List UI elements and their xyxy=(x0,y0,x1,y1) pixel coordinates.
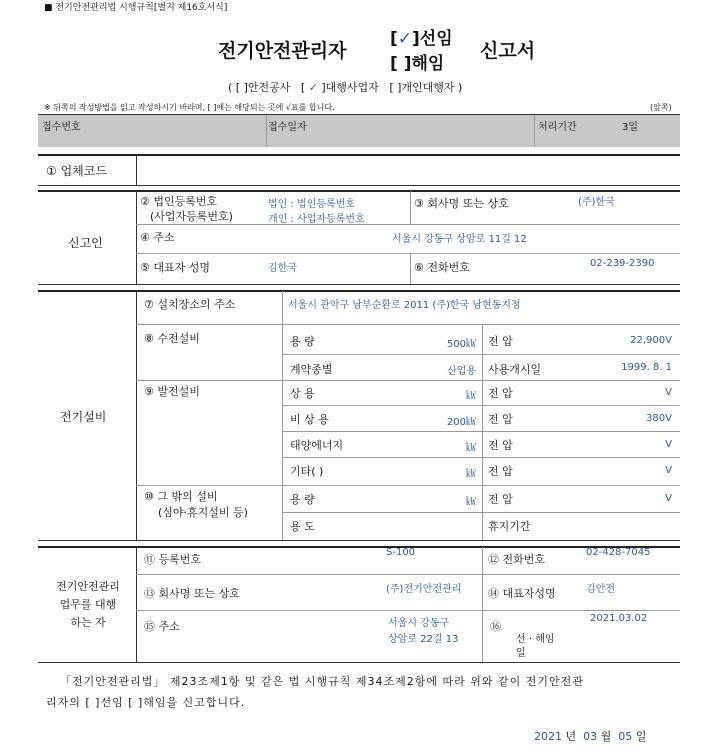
option-individual[interactable]: [ ]개인대행자 ) xyxy=(389,81,463,94)
appoint-date-value[interactable]: 2021.03.02 xyxy=(590,613,648,624)
receipt-band xyxy=(38,115,680,147)
title-opt2: [ ]해임 xyxy=(390,54,445,74)
month-label: 월 xyxy=(600,730,612,743)
start-value[interactable]: 1999. 8. 1 xyxy=(621,362,672,373)
company-code-label: ① 업체코드 xyxy=(46,164,107,178)
gen-row-label: 비 상 용 xyxy=(290,413,329,426)
check-icon: ✓ xyxy=(397,29,413,49)
company-code-field[interactable] xyxy=(138,157,678,183)
agent-rep-value[interactable]: 김안전 xyxy=(586,584,615,595)
gen-row-voltage-label: 전 압 xyxy=(488,465,513,478)
reporter-section-label: 신고인 xyxy=(68,236,103,250)
subtitle xyxy=(228,79,462,95)
gen-row-voltage-label: 전 압 xyxy=(488,439,513,452)
receipt-date: 접수일자 xyxy=(268,122,307,133)
gen-row-label: 상 용 xyxy=(290,387,315,400)
agent-section-line1: 전기안전관리 xyxy=(56,580,120,593)
generation-label: ⑨ 발전설비 xyxy=(144,385,200,398)
gen-row-capacity[interactable]: ㎾ xyxy=(466,391,476,402)
facility-section-label: 전기설비 xyxy=(60,410,107,424)
agent-section-line3: 하는 자 xyxy=(70,616,106,629)
gen-row-capacity[interactable]: ㎾ xyxy=(466,443,476,454)
recv-voltage-label: 전 압 xyxy=(488,335,513,348)
reporter-company-label: ③ 회사명 또는 상호 xyxy=(414,197,509,210)
agent-phone-label: ⑫ 전화번호 xyxy=(488,553,546,566)
biz-reg-label: (사업자등록번호) xyxy=(150,210,233,223)
year-label: 년 xyxy=(565,730,577,743)
dismiss-option[interactable] xyxy=(390,49,444,74)
processing-period: 처리기간 xyxy=(538,122,577,133)
gen-row-label: 기타( ) xyxy=(290,465,324,478)
reporter-address-value[interactable]: 서울시 강동구 상암로 11길 12 xyxy=(392,234,527,245)
title-left: 전기안전관리자 xyxy=(218,40,347,62)
agent-address-line2[interactable]: 상암로 22길 13 xyxy=(388,634,459,645)
receipt-no: 접수번호 xyxy=(42,122,81,133)
appoint-date-label1: 선 · 해임 xyxy=(516,634,555,645)
gen-row-voltage[interactable]: V xyxy=(665,465,672,476)
other-capacity-value[interactable]: ㎾ xyxy=(466,497,476,508)
form-header: ■ 전기안전관리법 시행규칙[별지 제16호서식] xyxy=(44,3,228,13)
agent-section-line2: 업무를 대행 xyxy=(59,598,117,611)
agent-address-label: ⑮ 주소 xyxy=(144,620,180,633)
reporter-phone-label: ⑥ 전화번호 xyxy=(414,261,470,274)
location-value[interactable]: 서울시 관악구 남부순환로 2011 (주)한국 남현동지점 xyxy=(288,300,521,311)
agent-company-label: ⑬ 회사명 또는 상호 xyxy=(144,587,240,600)
contract-label: 계약종별 xyxy=(290,363,333,376)
gen-row-capacity[interactable]: ㎾ xyxy=(466,469,476,480)
sign-year[interactable]: 2021 xyxy=(534,730,562,743)
declaration-line1: 「전기안전관리법」 제23조제1항 및 같은 법 시행규칙 제34조제2항에 따라 위와 같이 전기안전관 xyxy=(60,675,584,688)
appoint-date-num: ⑯ xyxy=(490,620,501,633)
reporter-phone-value[interactable]: 02-239-2390 xyxy=(590,258,655,269)
appoint-option[interactable] xyxy=(390,24,453,49)
sign-day[interactable]: 05 xyxy=(618,730,633,743)
reporter-company-value[interactable]: (주)한국 xyxy=(578,197,615,208)
other-facility-label: ⑩ 그 밖의 설비 xyxy=(144,490,218,503)
reporter-rep-value[interactable]: 김한국 xyxy=(268,263,297,274)
gen-row-voltage-label: 전 압 xyxy=(488,387,513,400)
option-safety-corp[interactable]: ( [ ]안전공사 xyxy=(228,81,291,94)
biz-reg-value[interactable]: 개인 : 사업자등록번호 xyxy=(268,214,365,225)
agent-reg-label: ⑪ 등록번호 xyxy=(144,553,202,566)
gen-row-voltage[interactable]: V xyxy=(665,387,672,398)
contract-value[interactable]: 산업용 xyxy=(447,366,476,377)
gen-row-voltage[interactable]: V xyxy=(665,439,672,450)
agent-phone-value[interactable]: 02-428-7045 xyxy=(586,547,651,558)
start-label: 사용개시일 xyxy=(488,363,542,376)
check-icon: ✓ xyxy=(308,81,318,94)
corp-reg-value[interactable]: 법인 : 법인등록번호 xyxy=(268,199,356,210)
use-label: 용 도 xyxy=(290,520,315,533)
declaration-line2: 리자의 [ ]선임 [ ]해임을 신고합니다. xyxy=(46,696,246,709)
sign-month[interactable]: 03 xyxy=(583,730,598,743)
day-label: 일 xyxy=(635,730,647,743)
agent-rep-label: ⑭ 대표자성명 xyxy=(488,587,556,600)
agent-reg-value[interactable]: S-100 xyxy=(386,547,416,558)
agency-label: ]대행사업자 xyxy=(321,81,379,94)
other-capacity-label: 용 량 xyxy=(290,493,315,506)
bracket-open: [ xyxy=(300,81,306,94)
page-side: (앞쪽) xyxy=(650,103,672,112)
reporter-rep-label: ⑤ 대표자 성명 xyxy=(140,261,210,274)
processing-days: 3일 xyxy=(622,122,639,133)
rest-period-label: 휴지기간 xyxy=(488,520,531,533)
sign-date xyxy=(534,728,646,744)
corp-reg-label: ② 법인등록번호 xyxy=(140,195,218,208)
recv-capacity-label: 용 량 xyxy=(290,335,315,348)
title-opt1: [✓]선임 xyxy=(390,29,453,49)
reporter-address-label: ④ 주소 xyxy=(140,231,175,244)
agent-address-line1[interactable]: 서울시 강동구 xyxy=(388,618,450,629)
other-voltage-label: 전 압 xyxy=(488,493,513,506)
receiving-label: ⑧ 수전설비 xyxy=(144,332,200,345)
notice: ※ 뒤쪽의 작성방법을 읽고 작성하시기 바라며, [ ]에는 해당되는 곳에 √표를 합니다. xyxy=(44,103,335,112)
gen-row-label: 태양에너지 xyxy=(290,439,344,452)
agent-company-value[interactable]: (주)전기안전관리 xyxy=(386,584,462,595)
recv-capacity-value[interactable]: 500㎾ xyxy=(446,339,476,350)
appoint-date-label2: 일 xyxy=(516,648,526,659)
location-label: ⑦ 설치장소의 주소 xyxy=(144,298,236,311)
gen-row-voltage-label: 전 압 xyxy=(488,413,513,426)
option-agency[interactable] xyxy=(301,81,379,94)
recv-voltage-value[interactable]: 22,900V xyxy=(630,335,672,346)
other-voltage-value[interactable]: V xyxy=(665,493,672,504)
gen-row-voltage[interactable]: 380V xyxy=(646,413,672,424)
title-right: 신고서 xyxy=(480,40,536,62)
gen-row-capacity[interactable]: 200㎾ xyxy=(446,417,476,428)
other-facility-sub: (심야·휴지설비 등) xyxy=(158,506,248,519)
